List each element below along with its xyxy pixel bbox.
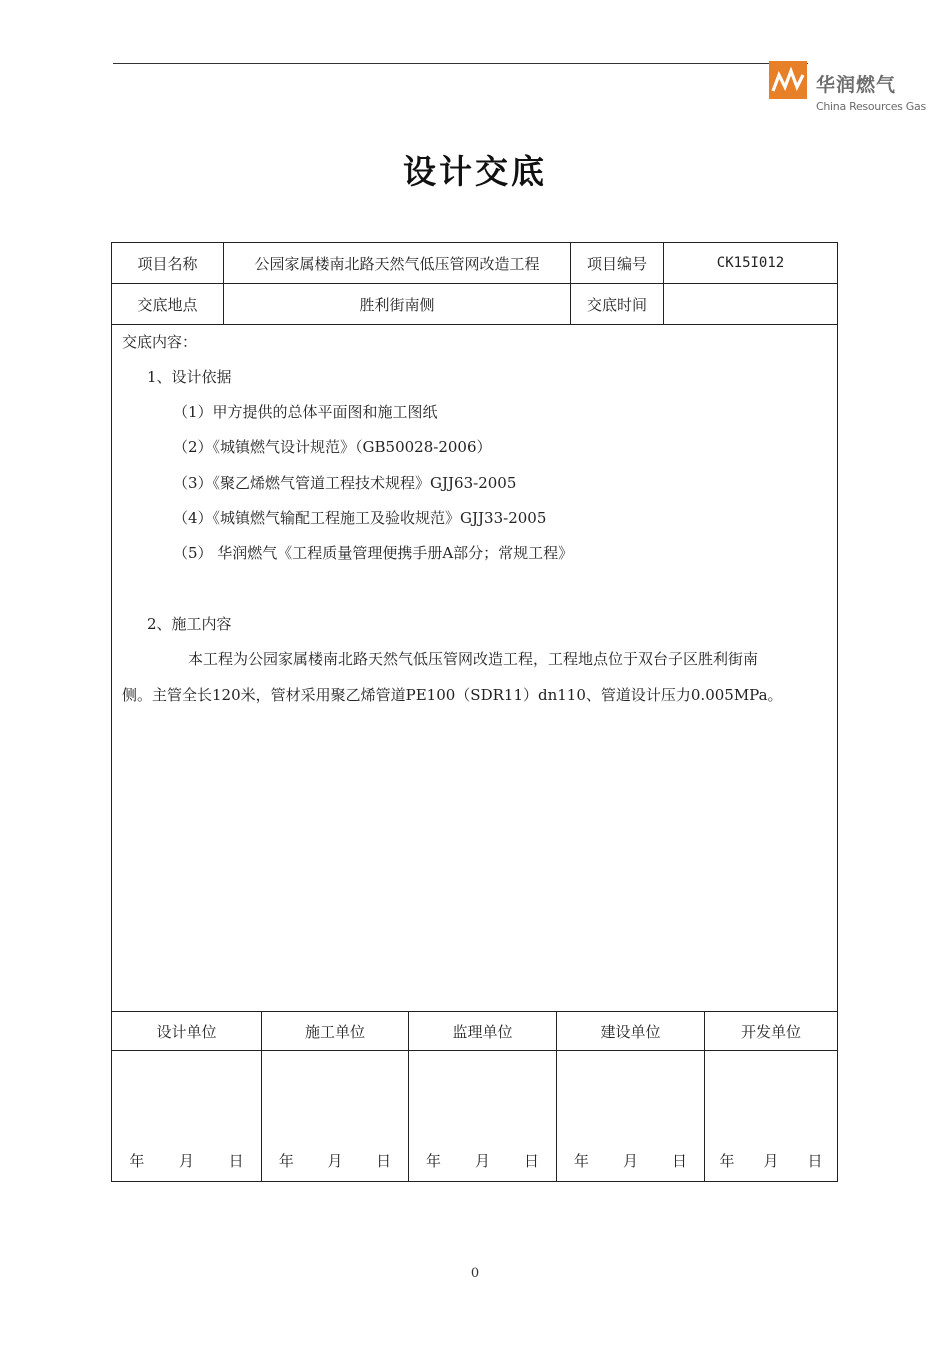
date-month: 月: [327, 1152, 343, 1170]
date-day: 日: [376, 1152, 392, 1170]
time-label: 交底时间: [571, 284, 664, 324]
logo-mark-icon: [769, 61, 807, 99]
signature-body-row: [112, 1051, 837, 1181]
basis-item: （2）《城镇燃气设计规范》（GB50028-2006）: [173, 438, 492, 456]
date-day: 日: [523, 1152, 539, 1170]
basis-item: （1）甲方提供的总体平面图和施工图纸: [173, 403, 438, 421]
unit-owner: 建设单位: [557, 1012, 705, 1050]
project-row: [112, 243, 837, 284]
unit-design: 设计单位: [112, 1012, 262, 1050]
date-day: 日: [228, 1152, 244, 1170]
signature-cell: [409, 1051, 557, 1181]
unit-developer: 开发单位: [740, 1022, 801, 1041]
project-no-value: CK15I012: [716, 255, 785, 271]
date-year: 年: [129, 1152, 145, 1170]
project-no-label: 项目编号: [571, 243, 664, 283]
basis-item: （4）《城镇燃气输配工程施工及验收规范》GJJ33-2005: [173, 509, 547, 527]
date-year: 年: [719, 1152, 735, 1170]
unit-construction: 施工单位: [262, 1012, 409, 1050]
signature-header-row: [112, 1011, 837, 1051]
briefing-content: [112, 325, 837, 1011]
logo-english-text: China Resources Gas: [816, 100, 926, 113]
date-year: 年: [278, 1152, 294, 1170]
location-value: 胜利街南侧: [224, 284, 571, 324]
date-year: 年: [573, 1152, 589, 1170]
date-month: 月: [474, 1152, 490, 1170]
signature-cell: [705, 1051, 837, 1181]
content-heading: 交底内容：: [122, 333, 198, 351]
signature-cell: [262, 1051, 409, 1181]
document-title: 设计交底: [403, 152, 547, 191]
time-value: [664, 284, 837, 324]
basis-item: （5） 华润燃气《工程质量管理便携手册A部分；常规工程》: [173, 544, 574, 562]
date-month: 月: [178, 1152, 194, 1170]
signature-cell: [557, 1051, 705, 1181]
project-name-value: 公园家属楼南北路天然气低压管网改造工程: [224, 243, 571, 283]
date-month: 月: [763, 1152, 779, 1170]
date-day: 日: [807, 1152, 823, 1170]
section-construction: 2、施工内容: [147, 615, 232, 633]
header-rule: [113, 63, 808, 64]
construction-paragraph-line: 本工程为公园家属楼南北路天然气低压管网改造工程，工程地点位于双台子区胜利街南: [188, 650, 759, 668]
date-month: 月: [622, 1152, 638, 1170]
logo-chinese-text: 华润燃气: [816, 74, 897, 96]
unit-supervision: 监理单位: [409, 1012, 557, 1050]
page-number: 0: [470, 1266, 480, 1281]
section-design-basis: 1、设计依据: [147, 368, 232, 386]
form-table: [111, 242, 838, 1182]
location-label: 交底地点: [112, 284, 224, 324]
construction-paragraph-line: 侧。主管全长120米，管材采用聚乙烯管道PE100（SDR11）dn110、管道设计压力0.005MPa。: [122, 686, 783, 704]
project-name-label: 项目名称: [112, 243, 224, 283]
date-day: 日: [671, 1152, 687, 1170]
basis-item: （3）《聚乙烯燃气管道工程技术规程》GJJ63-2005: [173, 474, 517, 492]
date-year: 年: [425, 1152, 441, 1170]
company-logo: [769, 61, 939, 121]
location-row: [112, 284, 837, 325]
signature-cell: [112, 1051, 262, 1181]
